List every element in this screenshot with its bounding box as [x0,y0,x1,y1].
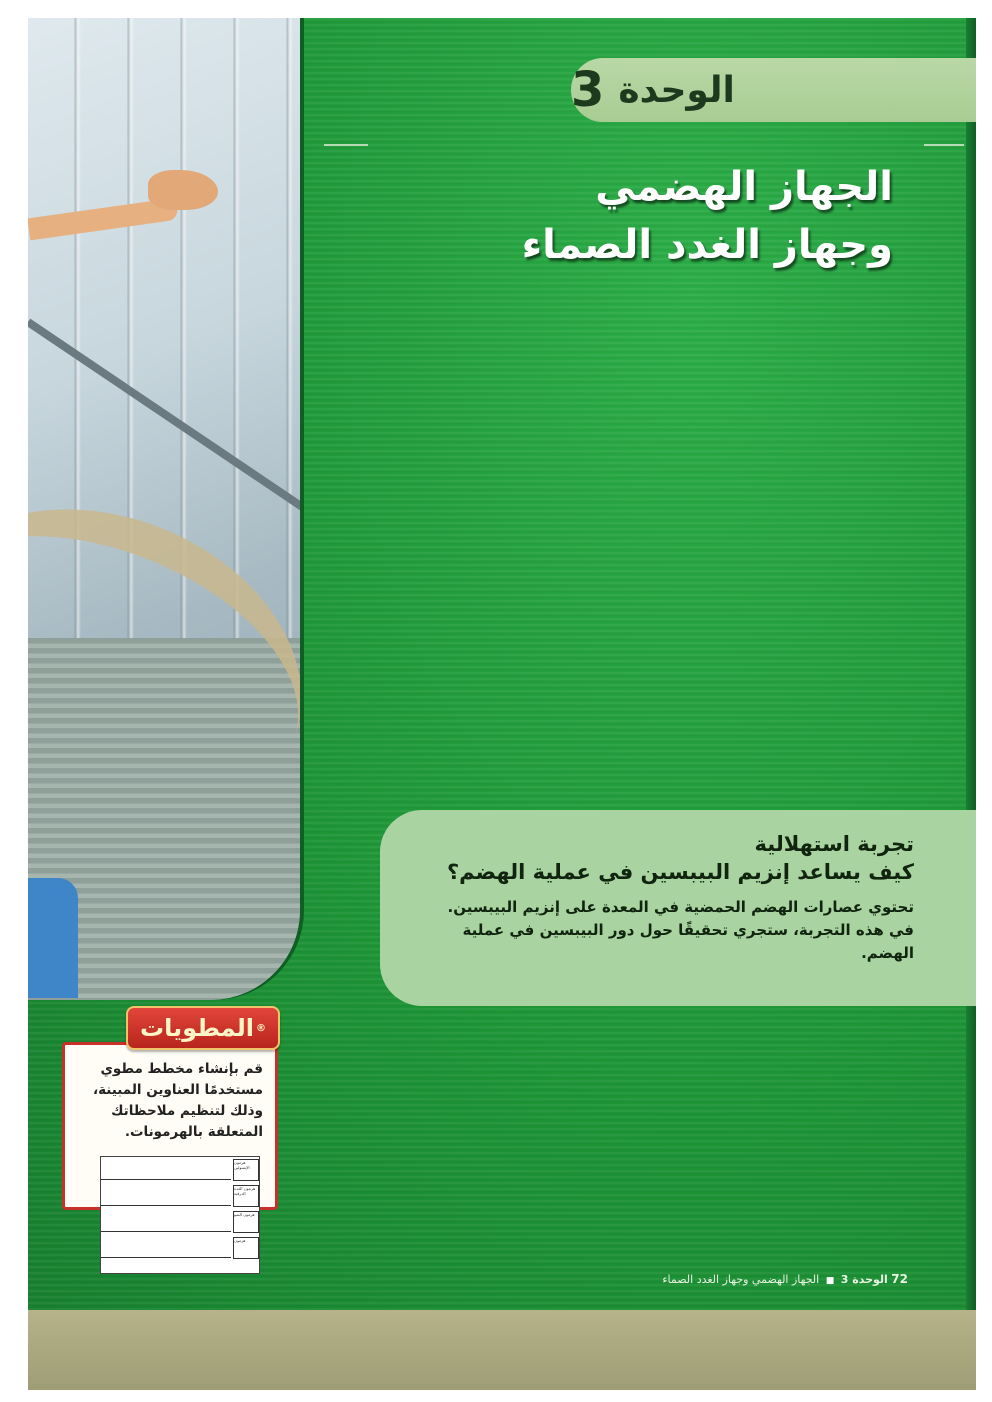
diagram-line [101,1205,231,1206]
photo-hand [148,170,218,210]
dash-right [924,144,964,146]
diagram-line [101,1257,231,1258]
footer-chapter: الجهاز الهضمي وجهاز الغدد الصماء [662,1273,820,1286]
hero-photo [28,18,300,1000]
page-title [448,158,893,274]
diagram-line [101,1231,231,1232]
foldable-diagram [100,1156,260,1274]
foldables-badge-label: المطويات [140,1014,254,1042]
bottom-strip [28,1310,976,1390]
unit-word: الوحدة [618,69,735,111]
diagram-tab: هرمون [233,1237,259,1259]
page-footer [588,1272,916,1286]
dash-left [324,144,368,146]
unit-number: 3 [571,62,605,118]
title-line-2: وجهاز الغدد الصماء [521,222,893,268]
page-edge [966,18,976,1310]
title-line-1: الجهاز الهضمي [595,164,893,210]
lab-body: تحتوي عصارات الهضم الحمضية في المعدة على إنزيم البيبسين. في هذه التجربة، ستجري تحقيقًا حول دور البيبسين في عملية الهضم. [447,898,914,962]
footer-unit: الوحدة 3 [840,1273,888,1286]
lab-question: كيف يساعد إنزيم البيبسين في عملية الهضم؟ [446,860,914,884]
photo-handrail [28,319,300,516]
lab-kicker: تجربة استهلالية [754,832,914,856]
page [28,18,976,1390]
diagram-tab: هرمون الغدة الدرقية [233,1185,259,1207]
diagram-line [101,1179,231,1180]
foldables-badge [126,1006,280,1050]
photo-blue-object [28,878,78,998]
trademark-mark: ® [255,1022,266,1034]
unit-label [571,58,976,122]
launch-lab-box [380,810,976,1006]
foldables-text: قم بإنشاء مخطط مطوي مستخدمًا العناوين المبينة، وذلك لتنظيم ملاحظاتك المتعلقة بالهرمونات. [92,1061,263,1140]
diagram-tab: هرمون الإنسولين [233,1159,259,1181]
diagram-tab: هرمون النمو [233,1211,259,1233]
footer-separator: ■ [825,1276,835,1286]
page-number: 72 [891,1272,908,1286]
